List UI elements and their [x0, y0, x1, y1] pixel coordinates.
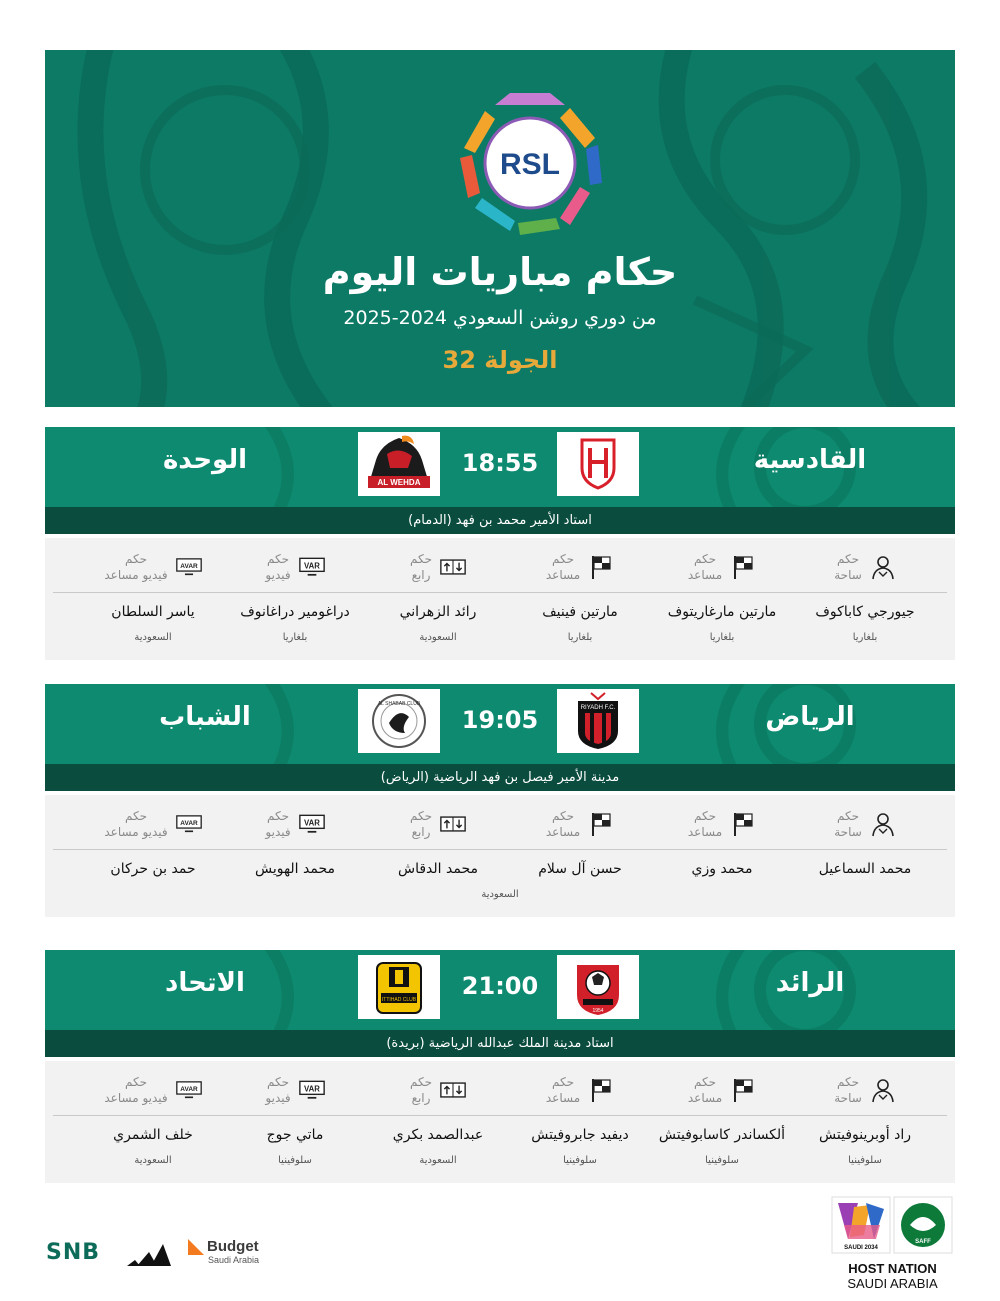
referee-column [78, 795, 228, 917]
budget-name: Budget [188, 1238, 259, 1255]
referee-nationality: بلغاريا [709, 632, 735, 643]
away-team-name: الشباب [159, 702, 251, 732]
host-country-label: SAUDI ARABIA [847, 1276, 938, 1291]
role-label: حكم فيديو مساعد [104, 552, 168, 582]
referee-name: مارتين مارغاريتوف [667, 604, 777, 620]
referee-name: حسن آل سلام [538, 861, 622, 877]
referee-column [647, 795, 797, 917]
flag-icon [588, 554, 614, 580]
svg-text:ITTIHAD CLUB: ITTIHAD CLUB [381, 997, 417, 1003]
referee-role [647, 1073, 797, 1107]
avar-icon [176, 1077, 202, 1103]
referee-column [790, 795, 940, 917]
referee-name: محمد وزي [691, 861, 753, 877]
referee-column [363, 538, 513, 660]
svg-text:AVAR: AVAR [179, 1086, 198, 1094]
referee-column [505, 795, 655, 917]
rsl-logo [455, 88, 605, 238]
league-subtitle: من دوري روشن السعودي 2024-2025 [343, 307, 657, 329]
venue-label: استاد الأمير محمد بن فهد (الدمام) [45, 507, 955, 534]
svg-text:RSL: RSL [500, 148, 560, 181]
referee-nationality: السعودية [419, 632, 457, 643]
referees-panel [45, 795, 955, 917]
var-icon [299, 811, 325, 837]
home-team-name: الرائد [775, 968, 845, 998]
referee-column [647, 1061, 797, 1183]
flag-icon [588, 811, 614, 837]
referee-name: عبدالصمد بكري [392, 1127, 484, 1143]
role-label: حكم ساحة [834, 809, 862, 839]
role-label: حكم مساعد [545, 809, 581, 839]
referee-nationality: السعودية [134, 632, 172, 643]
match-card [45, 427, 955, 660]
svg-text:SAUDI 2034: SAUDI 2034 [844, 1245, 878, 1251]
role-label: حكم مساعد [545, 552, 581, 582]
qadsiah-crest [557, 432, 639, 496]
referee-nationality: سلوفينيا [705, 1155, 739, 1166]
referee-role [505, 807, 655, 841]
svg-text:1954: 1954 [592, 1008, 604, 1014]
host-nation-badge [830, 1195, 955, 1291]
host-logos [830, 1195, 955, 1257]
referee-column [505, 538, 655, 660]
referee-icon [870, 554, 896, 580]
referee-name: رائد الزهراني [399, 604, 477, 620]
adidas-logo [125, 1240, 171, 1268]
flag-icon [730, 554, 756, 580]
referee-column [220, 795, 370, 917]
referees-panel [45, 1061, 955, 1183]
referee-nationality: بلغاريا [567, 632, 593, 643]
referee-role [790, 550, 940, 584]
referee-nationality: السعودية [419, 1155, 457, 1166]
referee-name: محمد الهويش [254, 861, 335, 877]
referee-role [78, 1073, 228, 1107]
role-label: حكم رابع [409, 809, 433, 839]
referees-panel [45, 538, 955, 660]
referee-column [220, 1061, 370, 1183]
referee-name: محمد السماعيل [818, 861, 912, 877]
raed-crest [557, 955, 639, 1019]
referee-nationality: السعودية [134, 1155, 172, 1166]
referee-role [647, 807, 797, 841]
shabab-crest [358, 689, 440, 753]
referee-role [220, 807, 370, 841]
referee-name: دراغومير دراغانوف [240, 604, 350, 620]
host-nation-label: HOST NATION [848, 1261, 937, 1276]
referee-role [790, 807, 940, 841]
referee-name: ياسر السلطان [111, 604, 195, 620]
match-header [45, 950, 955, 1030]
referee-name: حمد بن حركان [110, 861, 196, 877]
away-team-name: الاتحاد [165, 968, 245, 998]
referee-name: راد أوبرينوفيتش [819, 1127, 911, 1143]
svg-text:VAR: VAR [303, 561, 320, 571]
match-header [45, 684, 955, 764]
referee-role [363, 550, 513, 584]
avar-icon [176, 554, 202, 580]
referee-role [790, 1073, 940, 1107]
role-label: حكم مساعد [687, 552, 723, 582]
svg-text:AL SHABAB CLUB: AL SHABAB CLUB [377, 701, 421, 707]
referee-role [363, 807, 513, 841]
var-icon [299, 1077, 325, 1103]
referee-name: ديفيد جابروفيتش [531, 1127, 629, 1143]
svg-text:VAR: VAR [303, 818, 320, 828]
referee-nationality: بلغاريا [852, 632, 878, 643]
referee-column [505, 1061, 655, 1183]
role-label: حكم فيديو [265, 552, 291, 582]
round-label: الجولة 32 [442, 346, 558, 374]
kickoff-time: 19:05 [461, 706, 539, 734]
substitution-board-icon [440, 811, 466, 837]
referee-column [363, 1061, 513, 1183]
role-label: حكم مساعد [687, 809, 723, 839]
referee-role [505, 1073, 655, 1107]
svg-text:RIYADH F.C.: RIYADH F.C. [580, 705, 616, 711]
svg-text:AVAR: AVAR [179, 820, 198, 828]
budget-mark-icon [188, 1239, 204, 1255]
referee-role [220, 1073, 370, 1107]
venue-label: استاد مدينة الملك عبدالله الرياضية (بريدة) [45, 1030, 955, 1057]
referee-nationality: بلغاريا [282, 632, 308, 643]
page-title: حكام مباريات اليوم [322, 250, 678, 294]
referee-name: جيورجي كاباكوف [815, 604, 915, 620]
var-icon [299, 554, 325, 580]
referee-column [647, 538, 797, 660]
role-label: حكم فيديو [265, 1075, 291, 1105]
flag-icon [730, 1077, 756, 1103]
svg-text:VAR: VAR [303, 1084, 320, 1094]
role-label: حكم ساحة [834, 552, 862, 582]
referee-name: خلف الشمري [113, 1127, 193, 1143]
role-label: حكم مساعد [687, 1075, 723, 1105]
budget-subtitle: Saudi Arabia [208, 1255, 260, 1265]
referee-nationality: سلوفينيا [278, 1155, 312, 1166]
referee-name: محمد الدقاش [398, 861, 478, 877]
referee-nationality: سلوفينيا [848, 1155, 882, 1166]
role-label: حكم فيديو [265, 809, 291, 839]
referee-nationality: سلوفينيا [563, 1155, 597, 1166]
referee-column [790, 1061, 940, 1183]
match-card [45, 684, 955, 917]
match-card [45, 950, 955, 1183]
referee-role [505, 550, 655, 584]
kickoff-time: 18:55 [461, 449, 539, 477]
home-team-name: القادسية [753, 445, 867, 475]
role-label: حكم ساحة [834, 1075, 862, 1105]
shared-nationality: السعودية [481, 889, 519, 900]
wehda-crest [358, 432, 440, 496]
role-label: حكم فيديو مساعد [104, 1075, 168, 1105]
home-team-name: الرياض [765, 702, 855, 732]
snb-logo: SNB [46, 1240, 101, 1265]
referee-role [220, 550, 370, 584]
ittihad-crest [358, 955, 440, 1019]
flag-icon [588, 1077, 614, 1103]
svg-text:AVAR: AVAR [179, 563, 198, 571]
referee-column [363, 795, 513, 917]
avar-icon [176, 811, 202, 837]
referee-column [220, 538, 370, 660]
referee-icon [870, 1077, 896, 1103]
referee-role [78, 807, 228, 841]
referee-column [790, 538, 940, 660]
referee-name: ألكساندر كاسابوفيتش [658, 1127, 786, 1143]
riyadh-crest [557, 689, 639, 753]
svg-text:AL WEHDA: AL WEHDA [377, 478, 421, 487]
saudi-2034-logo [830, 1195, 955, 1257]
referee-role [363, 1073, 513, 1107]
referee-icon [870, 811, 896, 837]
kickoff-time: 21:00 [461, 972, 539, 1000]
match-header [45, 427, 955, 507]
role-label: حكم مساعد [545, 1075, 581, 1105]
referee-column [78, 1061, 228, 1183]
header-banner [45, 50, 955, 407]
role-label: حكم فيديو مساعد [104, 809, 168, 839]
referee-role [647, 550, 797, 584]
svg-text:SAFF: SAFF [915, 1239, 931, 1245]
referee-role [78, 550, 228, 584]
substitution-board-icon [440, 1077, 466, 1103]
referee-name: ماتي جوج [266, 1127, 324, 1143]
role-label: حكم رابع [409, 552, 433, 582]
referee-name: مارتين فينيف [542, 604, 618, 620]
budget-logo [188, 1238, 259, 1265]
referee-column [78, 538, 228, 660]
role-label: حكم رابع [409, 1075, 433, 1105]
flag-icon [730, 811, 756, 837]
venue-label: مدينة الأمير فيصل بن فهد الرياضية (الرياض) [45, 764, 955, 791]
substitution-board-icon [440, 554, 466, 580]
away-team-name: الوحدة [162, 445, 248, 475]
